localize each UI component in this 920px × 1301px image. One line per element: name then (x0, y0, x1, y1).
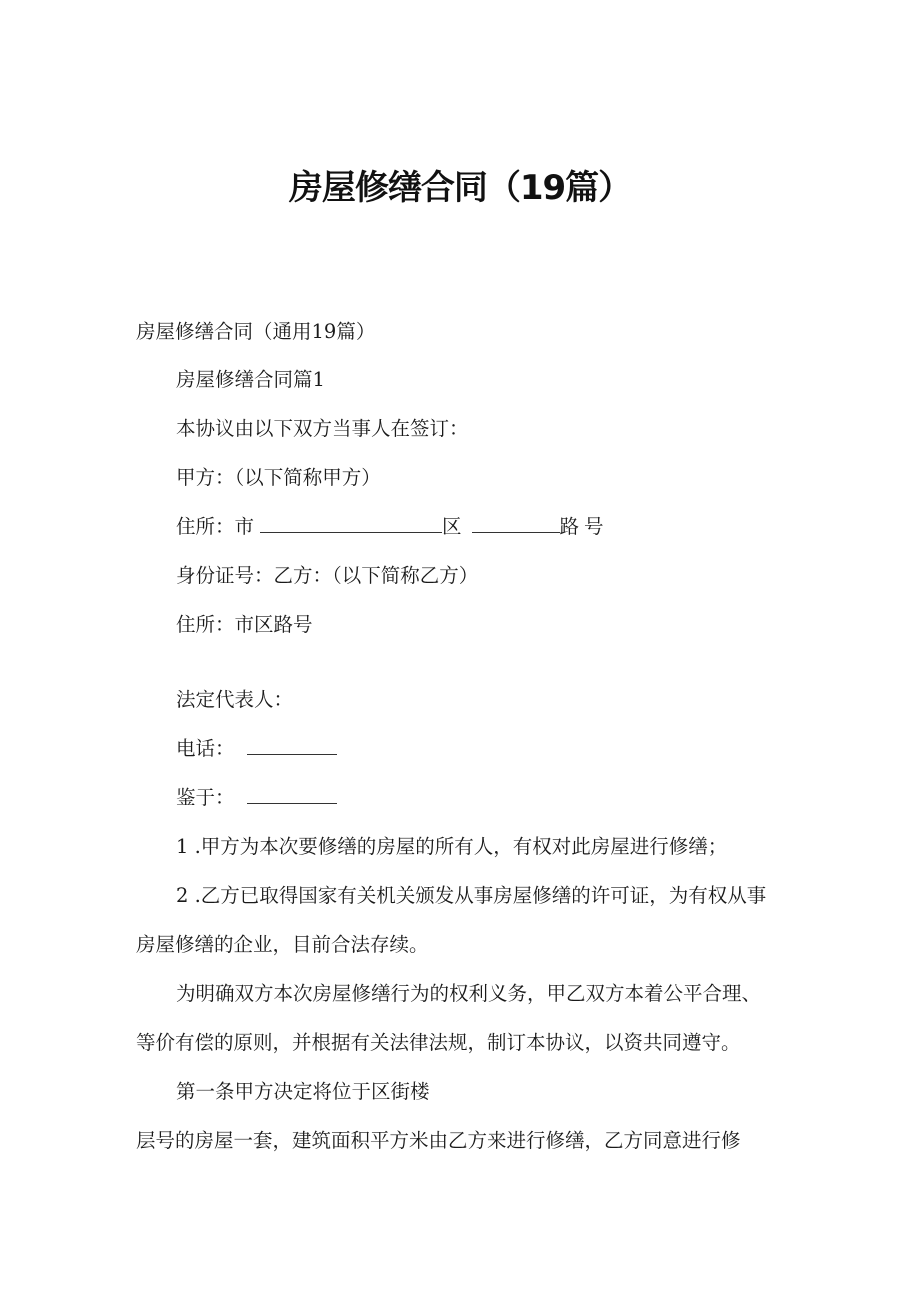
whereas-blank (247, 787, 337, 804)
district-label: 区 (442, 515, 462, 538)
phone-blank (247, 738, 337, 755)
district-blank (472, 516, 560, 533)
phone-label: 电话： (176, 737, 235, 760)
whereas-label: 鉴于： (176, 786, 235, 809)
purpose-line-2: 等价有偿的原则，并根据有关法律法规，制订本协议，以资共同遵守。 (136, 1031, 741, 1054)
phone-line (176, 733, 337, 761)
id-number-line: 身份证号：乙方：（以下简称乙方） (176, 564, 479, 587)
document-subtitle: 房屋修缮合同（通用19篇） (136, 320, 376, 343)
whereas-item-1: 1 .甲方为本次要修缮的房屋的所有人，有权对此房屋进行修缮； (176, 835, 728, 858)
purpose-line-1: 为明确双方本次房屋修缮行为的权利义务，甲乙双方本着公平合理、 (176, 982, 762, 1005)
city-blank (260, 516, 442, 533)
intro-text: 本协议由以下双方当事人在签订： (176, 417, 469, 440)
whereas-item-2-line-2: 房屋修缮的企业，目前合法存续。 (136, 933, 429, 956)
section-heading: 房屋修缮合同篇1 (176, 368, 325, 391)
article-1-line-1: 第一条甲方决定将位于区街楼 (176, 1080, 430, 1103)
address-line-2: 住所：市区路号 (176, 613, 313, 636)
address-label: 住所：市 (176, 515, 255, 538)
document-title: 房屋修缮合同（19篇） (288, 168, 632, 208)
address-line-1 (176, 511, 609, 539)
road-label: 路号 (559, 515, 609, 538)
whereas-line (176, 782, 337, 810)
article-1-line-2: 层号的房屋一套，建筑面积平方米由乙方来进行修缮，乙方同意进行修 (136, 1129, 741, 1152)
party-a-line: 甲方：（以下简称甲方） (176, 466, 381, 489)
legal-representative-line: 法定代表人： (176, 688, 294, 711)
whereas-item-2-line-1: 2 .乙方已取得国家有关机关颁发从事房屋修缮的许可证，为有权从事 (176, 884, 767, 907)
